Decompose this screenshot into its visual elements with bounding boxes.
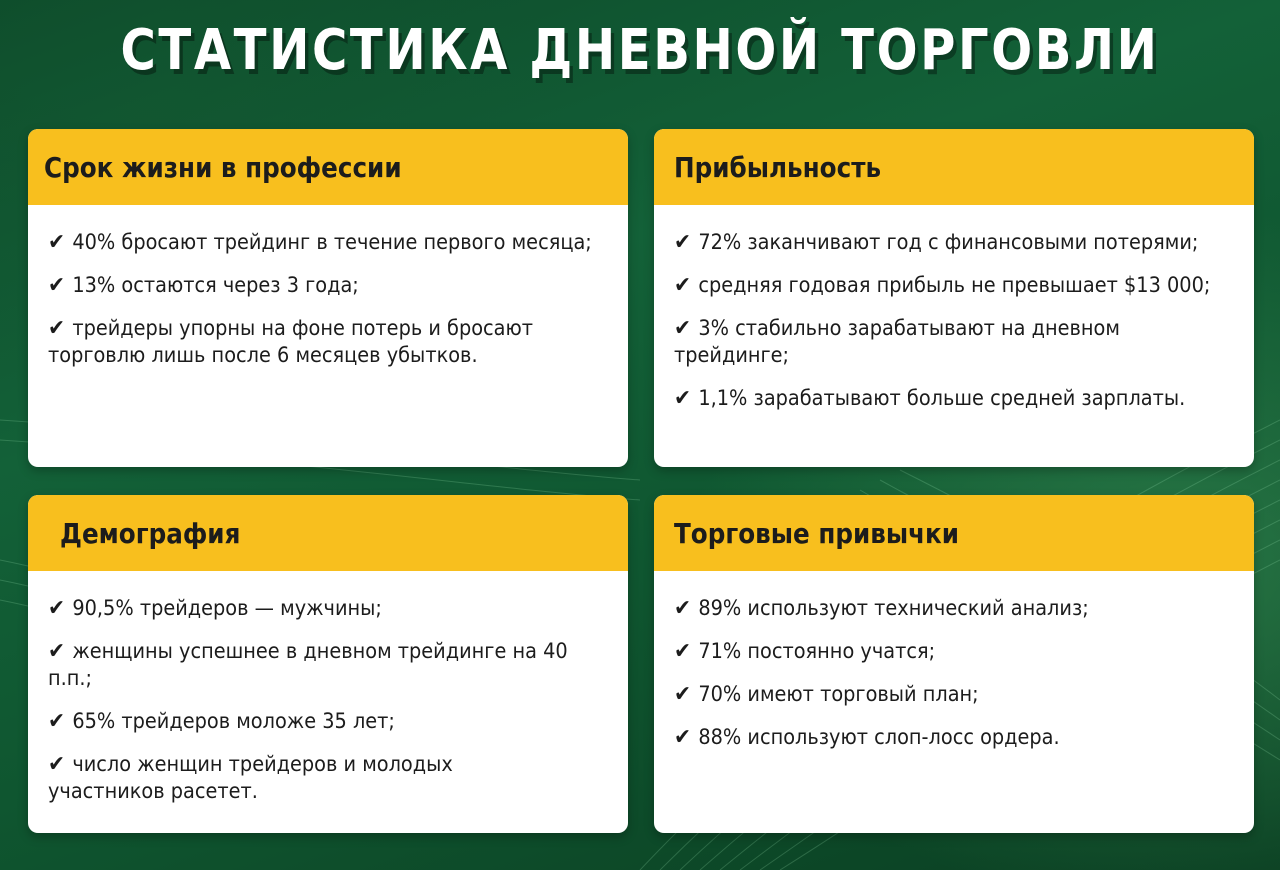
check-icon: ✔: [674, 230, 691, 255]
check-icon: ✔: [674, 639, 691, 664]
list-item: [48, 315, 563, 369]
check-icon: ✔: [48, 752, 65, 777]
card-list: [654, 205, 1254, 412]
card-header: [654, 495, 1254, 571]
check-icon: ✔: [48, 596, 65, 621]
list-item-text: трейдеры упорны на фоне потерь и бросают торговлю лишь после 6 месяцев убытков.: [48, 316, 534, 367]
list-item: [674, 595, 1226, 622]
list-item-text: 65% трейдеров моложе 35 лет;: [72, 709, 395, 733]
list-item-text: 40% бросают трейдинг в течение первого месяца;: [72, 230, 592, 254]
list-item: [674, 724, 1226, 751]
list-item-text: 70% имеют торговый план;: [698, 682, 979, 706]
list-item-text: 71% постоянно учатся;: [698, 639, 936, 663]
check-icon: ✔: [48, 639, 65, 664]
page-title: СТАТИСТИКА ДНЕВНОЙ ТОРГОВЛИ: [120, 18, 1160, 83]
list-item: [48, 229, 600, 256]
card-title: Демография: [60, 516, 241, 550]
card-career-lifespan: [28, 129, 628, 467]
list-item: [674, 229, 1226, 256]
check-icon: ✔: [48, 709, 65, 734]
list-item: [674, 272, 1226, 299]
list-item: [48, 638, 600, 692]
card-title: Торговые привычки: [674, 516, 960, 550]
list-item-text: средняя годовая прибыль не превышает $13 000;: [698, 273, 1211, 297]
check-icon: ✔: [674, 273, 691, 298]
list-item-text: 88% используют слоп-лосс ордера.: [698, 725, 1060, 749]
card-profitability: [654, 129, 1254, 467]
check-icon: ✔: [48, 273, 65, 298]
check-icon: ✔: [674, 682, 691, 707]
card-list: [654, 571, 1254, 751]
list-item-text: женщины успешнее в дневном трейдинге на 40 п.п.;: [48, 639, 568, 690]
list-item: [674, 638, 1226, 665]
card-title: Прибыльность: [674, 150, 882, 184]
card-list: [28, 571, 628, 805]
list-item: [48, 708, 600, 735]
card-header: [654, 129, 1254, 205]
list-item-text: 1,1% зарабатывают больше средней зарплаты.: [698, 386, 1186, 410]
check-icon: ✔: [48, 230, 65, 255]
list-item-text: 3% стабильно зарабатывают на дневном трейдинге;: [674, 316, 1120, 367]
list-item: [674, 385, 1226, 412]
card-header: [28, 129, 628, 205]
check-icon: ✔: [674, 725, 691, 750]
check-icon: ✔: [674, 386, 691, 411]
list-item-text: 13% остаются через 3 года;: [72, 273, 359, 297]
list-item: [48, 595, 600, 622]
card-list: [28, 205, 628, 369]
card-title: Срок жизни в профессии: [44, 150, 402, 184]
list-item-text: 72% заканчивают год с финансовыми потерями;: [698, 230, 1199, 254]
list-item: [674, 681, 1226, 708]
list-item-text: число женщин трейдеров и молодых участников расетет.: [48, 752, 453, 803]
list-item: [674, 315, 1226, 369]
card-demographics: [28, 495, 628, 833]
check-icon: ✔: [674, 316, 691, 341]
list-item-text: 89% используют технический анализ;: [698, 596, 1089, 620]
list-item: [48, 751, 563, 805]
list-item: [48, 272, 600, 299]
card-header: [28, 495, 628, 571]
check-icon: ✔: [48, 316, 65, 341]
card-trading-habits: [654, 495, 1254, 833]
list-item-text: 90,5% трейдеров — мужчины;: [72, 596, 382, 620]
check-icon: ✔: [674, 596, 691, 621]
